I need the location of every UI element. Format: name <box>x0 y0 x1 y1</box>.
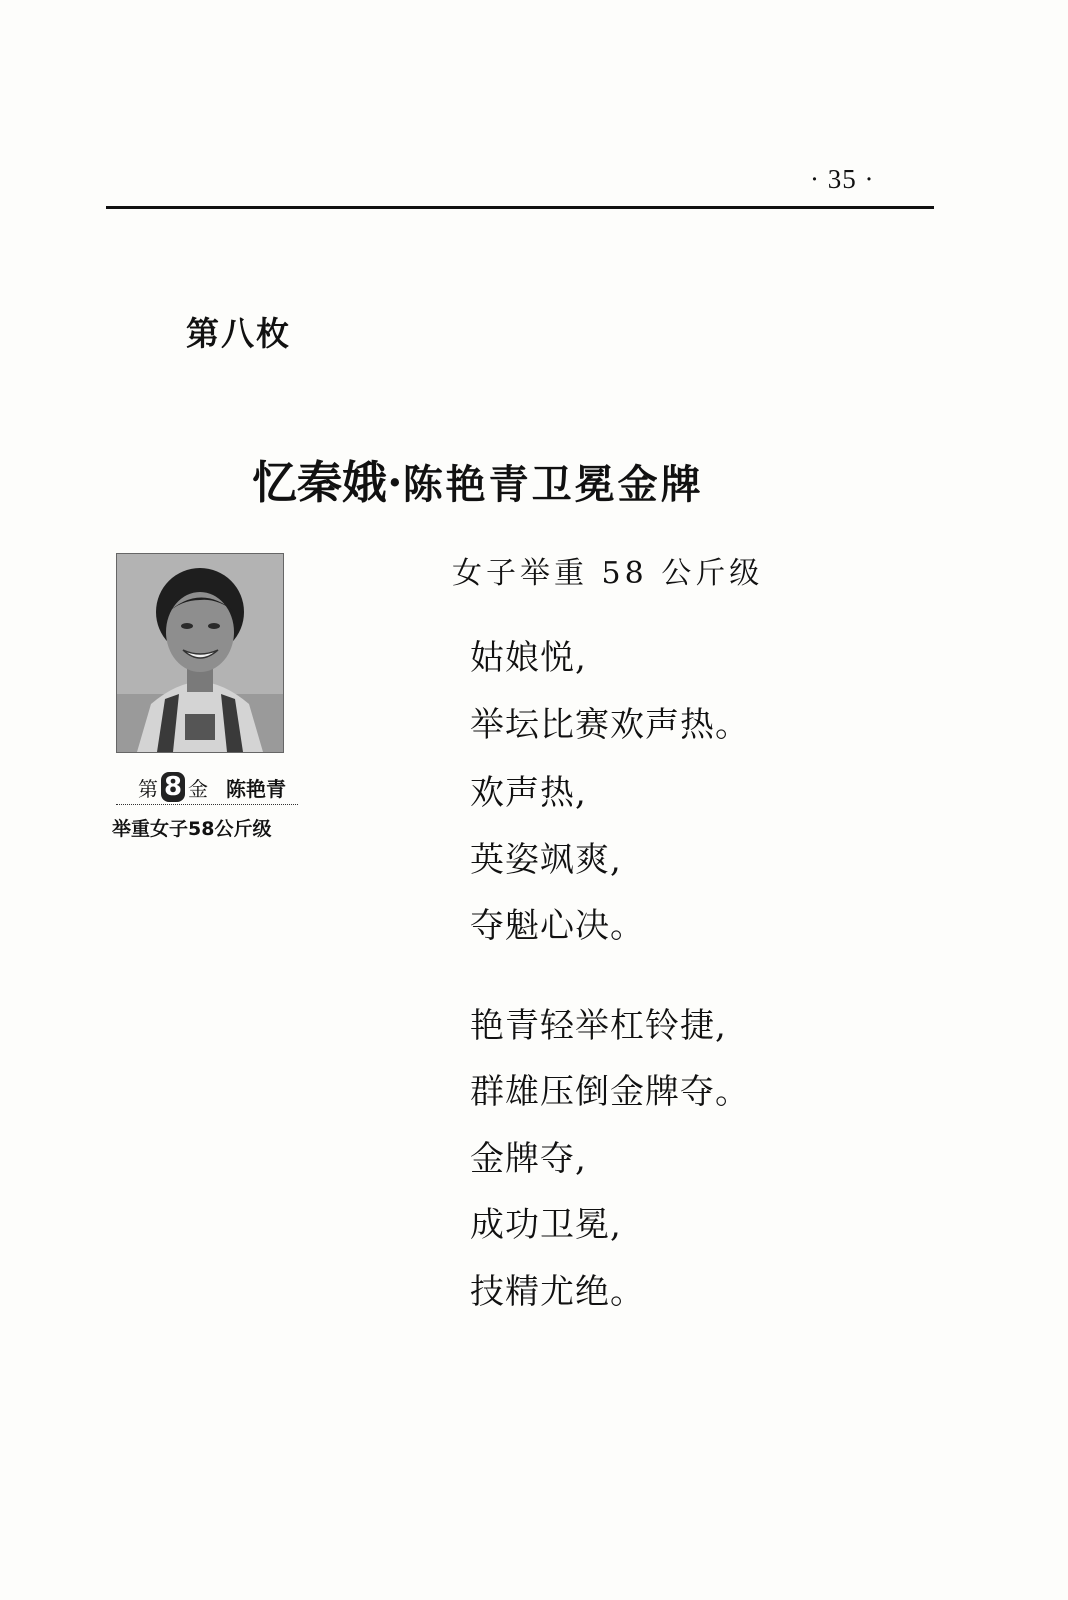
poem-subtitle: 女子举重 58 公斤级 <box>452 556 764 591</box>
page-number: · 35 · <box>810 164 875 194</box>
athlete-portrait-image <box>117 554 283 752</box>
title-dot: · <box>387 456 403 509</box>
event-caption: 举重女子58公斤级 <box>112 818 272 840</box>
poem-line: 姑娘悦, <box>470 638 587 678</box>
poem-line: 艳青轻举杠铃捷, <box>470 1006 727 1046</box>
poem-line: 英姿飒爽, <box>470 840 622 880</box>
poem-line: 群雄压倒金牌夺。 <box>470 1072 750 1112</box>
poem-line: 技精尤绝。 <box>470 1272 645 1312</box>
medal-caption <box>138 772 286 802</box>
poem-line: 欢声热, <box>470 773 587 813</box>
title-main: 忆秦娥 <box>252 456 388 509</box>
athlete-photo <box>116 553 284 753</box>
title-sub: 陈艳青卫冕金牌 <box>402 461 704 508</box>
poem-line: 金牌夺, <box>470 1139 587 1179</box>
poem-line: 举坛比赛欢声热。 <box>470 705 750 745</box>
caption-divider <box>116 804 298 805</box>
caption-suffix: 金 <box>188 776 208 801</box>
caption-prefix: 第 <box>138 776 158 801</box>
poem-title <box>252 446 704 511</box>
section-label: 第八枚 <box>186 314 291 353</box>
medal-number-badge: 8 <box>161 772 185 802</box>
athlete-name: 陈艳青 <box>226 776 286 801</box>
poem-line: 夺魁心决。 <box>470 906 645 946</box>
header-rule <box>106 206 934 209</box>
poem-line: 成功卫冕, <box>470 1205 622 1245</box>
